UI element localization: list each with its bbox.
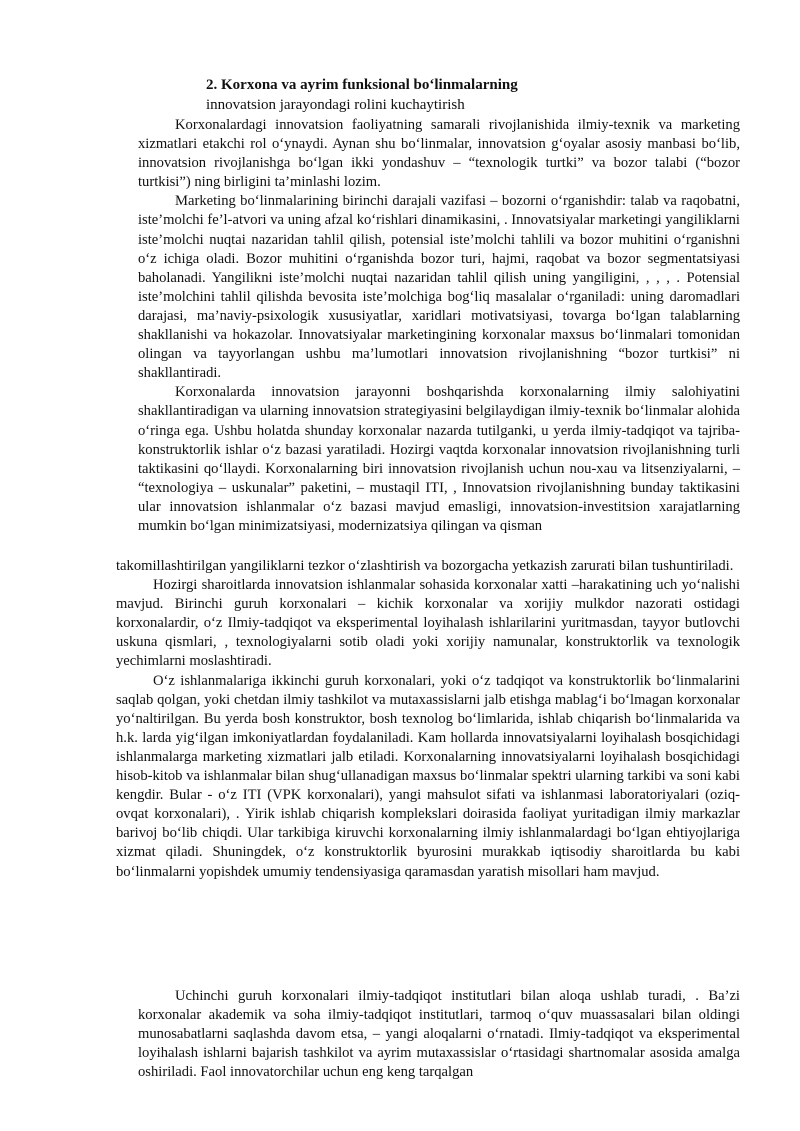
section-heading: 2. Korxona va ayrim funksional bo‘linmalarning — [206, 77, 518, 93]
text-block-upper — [138, 116, 740, 536]
paragraph: Marketing bo‘linmalarining birinchi darajali vazifasi – bozorni o‘rganishdir: talab va raqobatni, iste’molchi fe’l-atvori va uning afzal ko‘rishlari dinamikasini, . Innovatsiyalar marketingi yangiliklarni iste’molchi nuqtai nazaridan tahlil qilish, potensial iste’molchi tahlili va bozor muhitini o‘rganishni o‘z ichiga oladi. Bozor muhitini o‘rganishda bozor turi, hajmi, raqobat va bozor segmentatsiyasi baholanadi. Yangilikni iste’molchi nuqtai nazaridan tahlil qilish uning yangiligini, , , , . Potensial iste’molchini tahlil qilishda bevosita iste’molchiga bog‘liq masalalar o‘rganiladi: uning daromadlari darajasi, ma’naviy-psixologik xususiyatlar, xaridlari motivatsiyasi, tovarga bo‘lgan talablarning shakllanishi va hokazolar. Innovatsiyalar marketingining korxonalar maxsus bo‘linmalari tomonidan olingan va tayyorlangan ushbu ma’lumotlari innovatsion rivojlanishning “bozor turtkisi” ni shakllantiradi. — [138, 193, 740, 382]
text-block-middle — [116, 557, 740, 882]
paragraph: Uchinchi guruh korxonalari ilmiy-tadqiqot institutlari bilan aloqa ushlab turadi, . Ba’zi korxonalar akademik va soha ilmiy-tadqiqot institutlari, tarmoq o‘quv muassasalari bilan oldingi munosabatlarni saqlashda davom etsa, – yangi aloqalarni o‘rnatadi. Ilmiy-tadqiqot va eksperimental loyihalash ishlarni bajarish tashkilot va ayrim mutaxassislar o‘rtasidagi shartnomalar asosida amalga oshiriladi. Faol innovatorchilar uchun eng keng tarqalgan — [138, 988, 740, 1081]
paragraph: Korxonalardagi innovatsion faoliyatning samarali rivojlanishida ilmiy-texnik va marketing xizmatlari etakchi rol o‘ynaydi. Aynan shu bo‘linmalar, innovatsion g‘oyalar asosiy manbasi bo‘lib, innovatsion rivojlanishga bo‘lgan ikki yondashuv – “texnologik turtki” va bozor talabi (“bozor turtkisi”) ning birligini ta’minlashi lozim. — [138, 117, 740, 191]
section-subheading: innovatsion jarayondagi rolini kuchaytirish — [206, 97, 465, 113]
paragraph: Korxonalarda innovatsion jarayonni boshqarishda korxonalarning ilmiy salohiyatini shakllantiradigan va ularning innovatsion strategiyasini belgilaydigan ilmiy-texnik bo‘linmalar alohida o‘ringa ega. Ushbu holatda shunday korxonalar nazarda tutilganki, u yerda ilmiy-tadqiqot va tajriba-konstruktorlik ishlar o‘z bazasi yaratiladi. Hozirgi vaqtda korxonalar innovatsion rivojlanishning turli taktikasini qo‘llaydi. Korxonalarning biri innovatsion rivojlanish uchun nou-xau va litsenziyalarni, – “texnologiya – uskunalar” paketini, – mustaqil ITI, , Innovatsion rivojlanishning bunday taktikasini ular innovatsion ishlanmalar o‘z bazasi mavjud emasligi, innovatsion-investitsion xarajatlarning mumkin bo‘lgan minimizatsiyasi, modernizatsiya qilingan va qisman — [138, 384, 740, 534]
paragraph-continuation: takomillashtirilgan yangiliklarni tezkor o‘zlashtirish va bozorgacha yetkazish zarurati bilan tushuntiriladi. — [116, 558, 734, 574]
text-block-lower — [138, 987, 740, 1082]
paragraph: Hozirgi sharoitlarda innovatsion ishlanmalar sohasida korxonalar xatti –harakatining uch yo‘nalishi mavjud. Birinchi guruh korxonalari – kichik korxonalar va xorijiy mulkdor nazorati ostidagi korxonalardir, o‘z Ilmiy-tadqiqot va eksperimental loyihalash ishlarilarini yuritmasdan, tayyor butlovchi uskuna qismlari, , texnologiyalarni sotib oladi yoki xorijiy namunalar, konstruktorlik va texnologik yechimlarni moslashtiradi. — [116, 577, 740, 670]
paragraph: O‘z ishlanmalariga ikkinchi guruh korxonalari, yoki o‘z tadqiqot va konstruktorlik bo‘linmalarini saqlab qolgan, yoki chetdan ilmiy tashkilot va mutaxassislarni jalb etishga mablag‘i bo‘lmagan korxonalar yo‘naltirilgan. Bu yerda bosh konstruktor, bosh texnolog bo‘limlarida, ishlab chiqarish bo‘linmalarida va h.k. larda yig‘ilgan imkoniyatlardan foydalaniladi. Kam hollarda innovatsiyalarni loyihalash bosqichidagi ishlanmalarga marketing xizmatlari jalb etiladi. Korxonalarning innovatsiyalarni loyihalash bosqichidagi hisob-kitob va ishlanmalar bilan shug‘ullanadigan maxsus bo‘linmalar spektri ularning tarkibi va soni kabi kengdir. Bular - o‘z ITI (VPK korxonalari), yangi mahsulot sifati va ishlanmasi laboratoriyalari (oziq-ovqat korxonalari), . Yirik ishlab chiqarish komplekslari doirasida faoliyat yuritadigan ilmiy markazlar barivoj bo‘lib chiqdi. Ular tarkibiga kiruvchi korxonalarning ilmiy ishlanmalardagi bo‘lgan ehtiyojlariga xizmat qiladi. Shuningdek, o‘z konstruktorlik byurosini murakkab iqtisodiy sharoitlarda bu kabi bo‘linmalarni yopishdek umumiy tendensiyasiga qaramasdan yaratish misollari ham mavjud. — [116, 672, 740, 880]
